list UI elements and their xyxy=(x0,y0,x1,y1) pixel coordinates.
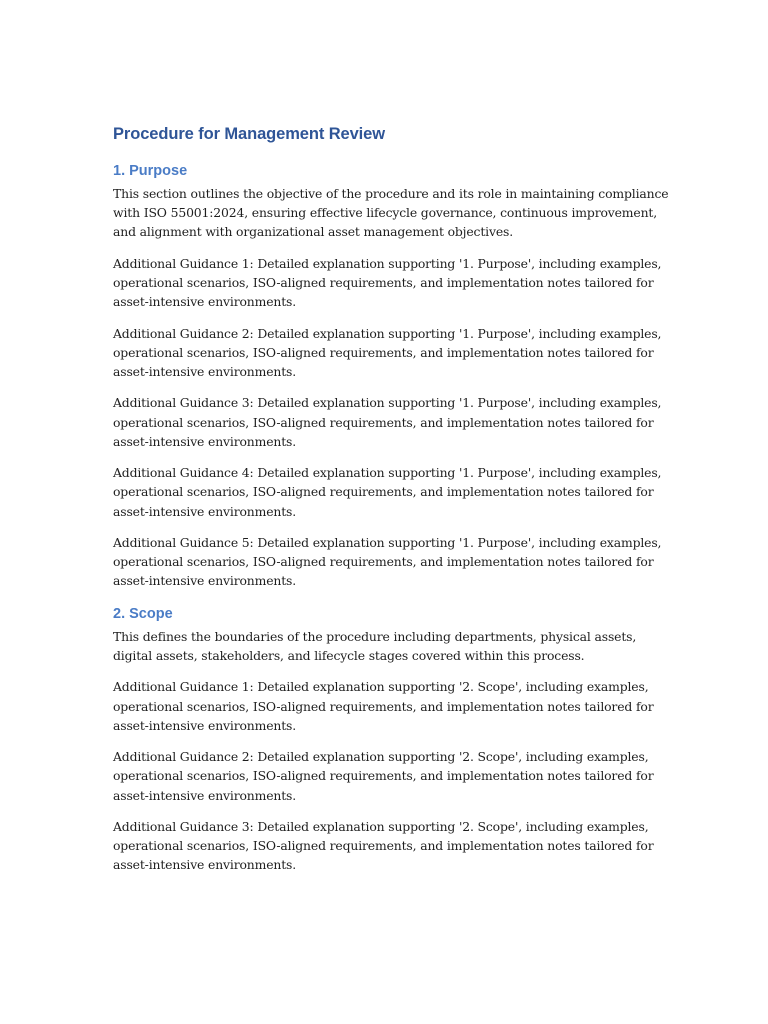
section-heading-scope: 2. Scope xyxy=(113,605,173,622)
section-scope xyxy=(113,603,673,875)
section-heading-purpose: 1. Purpose xyxy=(113,163,188,179)
paragraph: Additional Guidance 1: Detailed explanation supporting '1. Purpose', including examples, operational scenarios, ISO-aligned requirements, and implementation notes tailored for asset-intensive environments. xyxy=(113,255,662,310)
paragraph: This defines the boundaries of the procedure including departments, physical assets, digital assets, stakeholders, and lifecycle stages covered within this process. xyxy=(113,628,637,663)
document-title: Procedure for Management Review xyxy=(113,125,385,143)
paragraph: Additional Guidance 3: Detailed explanation supporting '1. Purpose', including examples, operational scenarios, ISO-aligned requirements, and implementation notes tailored for asset-intensive environments. xyxy=(113,395,662,449)
document-page xyxy=(113,122,673,887)
paragraph: Additional Guidance 5: Detailed explanation supporting '1. Purpose', including examples, operational scenarios, ISO-aligned requirements, and implementation notes tailored for asset-intensive environments. xyxy=(113,534,662,589)
section-purpose xyxy=(113,160,673,591)
paragraph: This section outlines the objective of the procedure and its role in maintaining compliance with ISO 55001:2024, ensuring effective lifecycle governance, continuous improvement, and alignment with organizational asset management objectives. xyxy=(113,186,669,240)
paragraph: Additional Guidance 1: Detailed explanation supporting '2. Scope', including examples, operational scenarios, ISO-aligned requirements, and implementation notes tailored for asset-intensive environments. xyxy=(113,679,654,733)
paragraph: Additional Guidance 3: Detailed explanation supporting '2. Scope', including examples, operational scenarios, ISO-aligned requirements, and implementation notes tailored for asset-intensive environments. xyxy=(113,818,654,873)
paragraph: Additional Guidance 2: Detailed explanation supporting '2. Scope', including examples, operational scenarios, ISO-aligned requirements, and implementation notes tailored for asset-intensive environments. xyxy=(113,749,654,803)
paragraph: Additional Guidance 2: Detailed explanation supporting '1. Purpose', including examples, operational scenarios, ISO-aligned requirements, and implementation notes tailored for asset-intensive environments. xyxy=(113,325,662,379)
paragraph: Additional Guidance 4: Detailed explanation supporting '1. Purpose', including examples, operational scenarios, ISO-aligned requirements, and implementation notes tailored for asset-intensive environments. xyxy=(113,465,662,519)
